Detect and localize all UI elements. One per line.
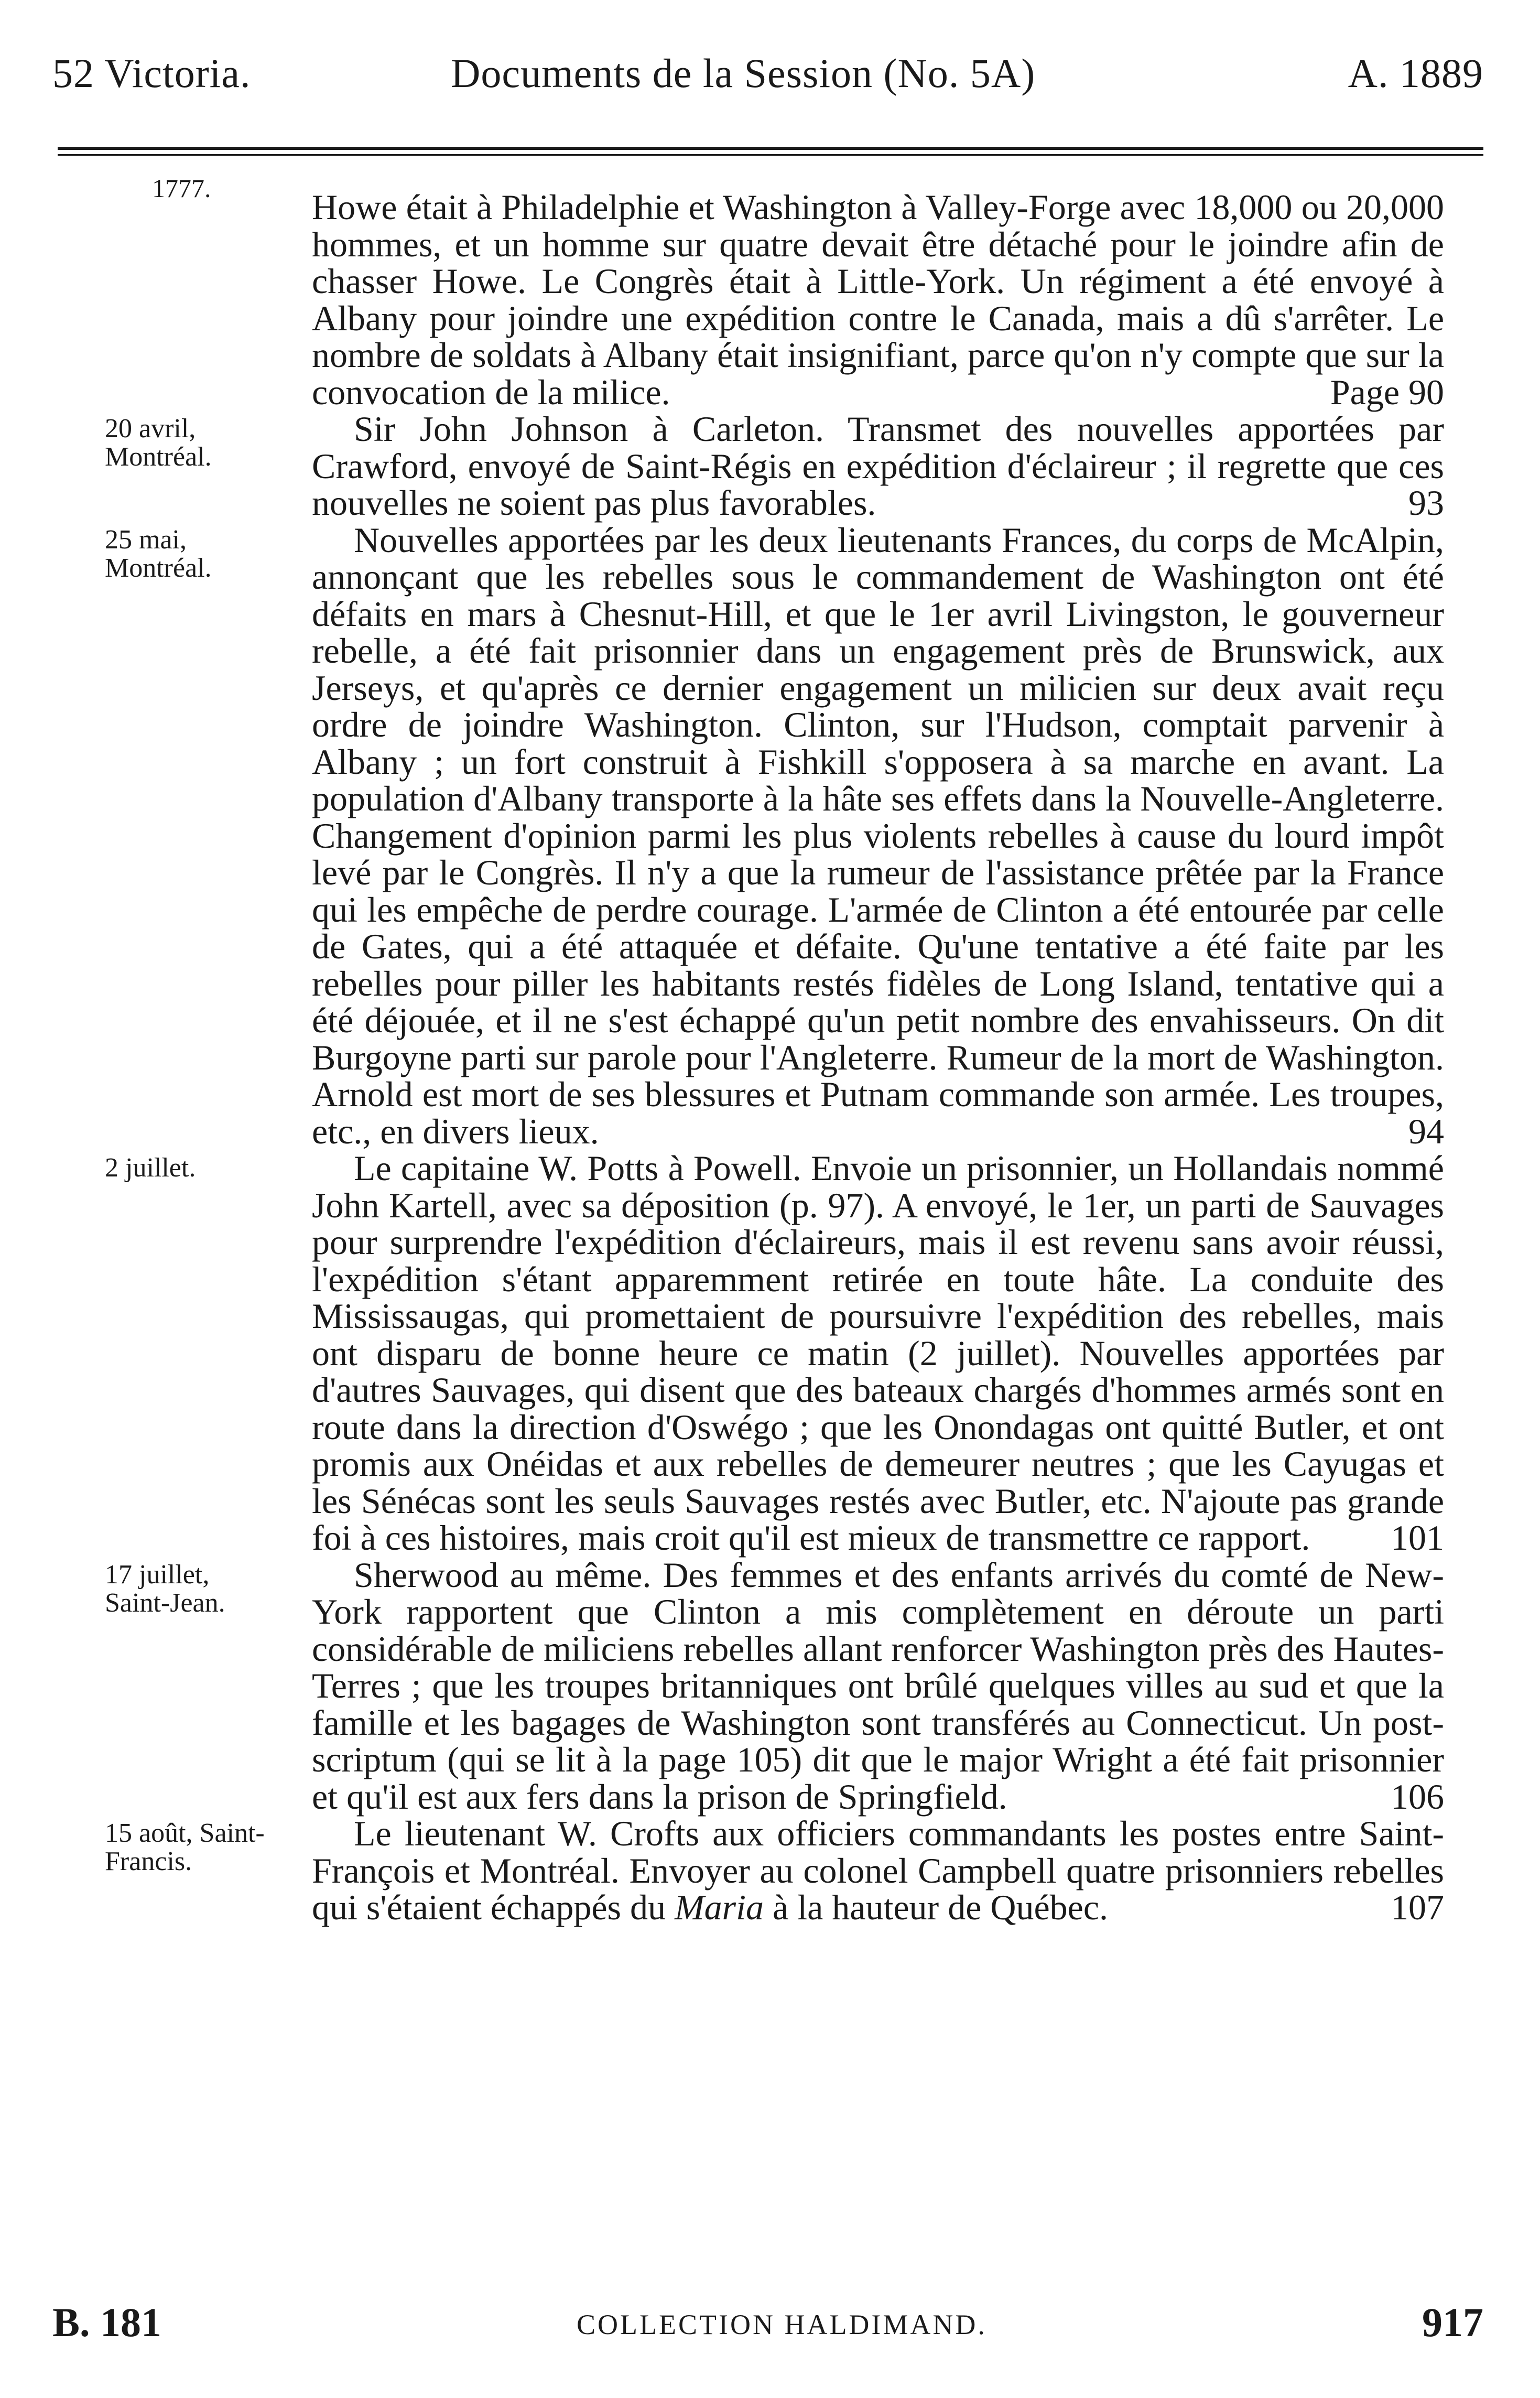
- entry-6: [105, 1813, 1444, 1927]
- entry-1: [312, 189, 1444, 411]
- entry-3: [105, 520, 1444, 1151]
- page-reference: 106: [1391, 1776, 1444, 1817]
- entry-body: Nouvelles apportées par les deux lieutenants Frances, du corps de McAlpin, annonçant que les rebelles sous le commandement de Washington ont été défaits en mars à Chesnut-Hill, et que le 1er avril Livingston, le gouverneur rebelle, a été fait prisonnier dans un engagement près de Brunswick, aux Jerseys, et qu'après ce dernier engagement un milicien sur deux avait reçu ordre de joindre Washington. Clinton, sur l'Hudson, comptait parvenir à Albany ; un fort construit à Fishkill s'opposera à sa marche en avant. La population d'Albany transporte à la hâte ses effets dans la Nouvelle-Angleterre. Changement d'opinion parmi les plus violents rebelles à cause du lourd impôt levé par le Congrès. Il n'y a que la rumeur de l'assistance prêtée par la France qui les empêche de perdre courage. L'armée de Clinton a été entourée par celle de Gates, qui a été attaquée et défaite. Qu'une tentative a été faite par les rebelles pour piller les habitants restés fidèles de Long Island, tentative qui a été déjouée, et il ne s'est échappé qu'un petit nombre des envahisseurs. On dit Burgoyne parti sur parole pour l'Angleterre. Rumeur de la mort de Washington. Arnold est mort de ses blessures et Putnam commande son armée. Les troupes, etc., en divers lieux.: [312, 520, 1444, 1151]
- entry-date-place: 25 mai, Montréal.: [105, 524, 212, 583]
- entry-body: Sir John Johnson à Carleton. Transmet des nouvelles apportées par Crawford, envoyé de Saint-Régis en expédition d'éclaireur ; il regrette que ces nouvelles ne soient pas plus favorables.: [312, 409, 1444, 523]
- page-header: [52, 50, 1483, 107]
- page-reference: 107: [1391, 1887, 1444, 1927]
- page-number: 917: [1422, 2299, 1483, 2345]
- page-reference: Page 90: [1330, 372, 1444, 412]
- page-reference: 93: [1408, 483, 1444, 523]
- entry-date-place: 17 juillet, Saint-Jean.: [105, 1559, 225, 1618]
- entry-4: [105, 1148, 1444, 1558]
- entry-text: [312, 1815, 1444, 1926]
- page-reference: 101: [1391, 1518, 1444, 1558]
- entry-body: Le lieutenant W. Crofts aux officiers commandants les postes entre Saint-François et Montréal. Envoyer au colonel Campbell quatre prisonniers rebelles qui s'étaient échappés du: [312, 1813, 1444, 1927]
- header-title: Documents de la Session (No. 5A): [451, 50, 1036, 96]
- entry-2: [105, 409, 1444, 523]
- entry-date-place: 15 août, Saint-Francis.: [105, 1818, 265, 1876]
- entry-text: [312, 1150, 1444, 1557]
- header-year: A. 1889: [1348, 50, 1483, 96]
- entry-date-place: 2 juillet.: [105, 1153, 196, 1183]
- ship-name: Maria: [675, 1887, 764, 1927]
- entry-body: Sherwood au même. Des femmes et des enfants arrivés du comté de New-York rapportent que Clinton a mis complètement en déroute un parti considérable de miliciens rebelles allant renforcer Washington près des Hautes-Terres ; que les troupes britanniques ont brûlé quelques villes au sud et que la famille et les bagages de Washington sont transférés au Connecticut. Un post-scriptum (qui se lit à la page 105) dit que le major Wright a été fait prisonnier et qu'il est aux fers dans la prison de Springfield.: [312, 1554, 1444, 1817]
- header-rule: [58, 147, 1483, 150]
- entry-text: [312, 522, 1444, 1150]
- entry-body: Howe était à Philadelphie et Washington à Valley-Forge avec 18,000 ou 20,000 hommes, et un homme sur quatre devait être détaché pour le joindre afin de chasser Howe. Le Congrès était à Little-York. Un régiment a été envoyé à Albany pour joindre une expédition contre le Canada, mais a dû s'arrêter. Le nombre de soldats à Albany était insignifiant, parce qu'on n'y compte que sur la convocation de la milice.: [312, 187, 1444, 412]
- entry-text: [312, 411, 1444, 522]
- footer-sheet-mark: B. 181: [52, 2299, 162, 2345]
- entry-body-end: à la hauteur de Québec.: [764, 1887, 1109, 1927]
- page-reference: 94: [1408, 1111, 1444, 1151]
- year-label: 1777.: [152, 174, 211, 203]
- entry-date-place: 20 avril, Montréal.: [105, 414, 212, 472]
- entry-text: [312, 189, 1444, 411]
- header-volume: 52 Victoria.: [52, 50, 251, 96]
- entry-body: Le capitaine W. Potts à Powell. Envoie un prisonnier, un Hollandais nommé John Kartell, avec sa déposition (p. 97). A envoyé, le 1er, un parti de Sauvages pour surprendre l'expédition d'éclaireurs, mais il est revenu sans avoir réussi, l'expédition s'étant apparemment retirée en toute hâte. La conduite des Mississaugas, qui promettaient de poursuivre l'expédition des rebelles, mais ont disparu de bonne heure ce matin (2 juillet). Nouvelles apportées par d'autres Sauvages, qui disent que des bateaux chargés d'hommes armés sont en route dans la direction d'Oswégo ; que les Onondagas ont quitté Butler, et ont promis aux Onéidas et aux rebelles de demeurer neutres ; que les Cayugas et les Sénécas sont les seuls Sauvages restés avec Butler, etc. N'ajoute pas grande foi à ces histoires, mais croit qu'il est mieux de transmettre ce rapport.: [312, 1148, 1444, 1558]
- page-footer: [52, 2299, 1483, 2351]
- footer-collection: COLLECTION HALDIMAND.: [577, 2309, 987, 2340]
- entry-5: [105, 1554, 1444, 1817]
- entry-text: [312, 1554, 1444, 1817]
- header-rule-thin: [58, 154, 1483, 156]
